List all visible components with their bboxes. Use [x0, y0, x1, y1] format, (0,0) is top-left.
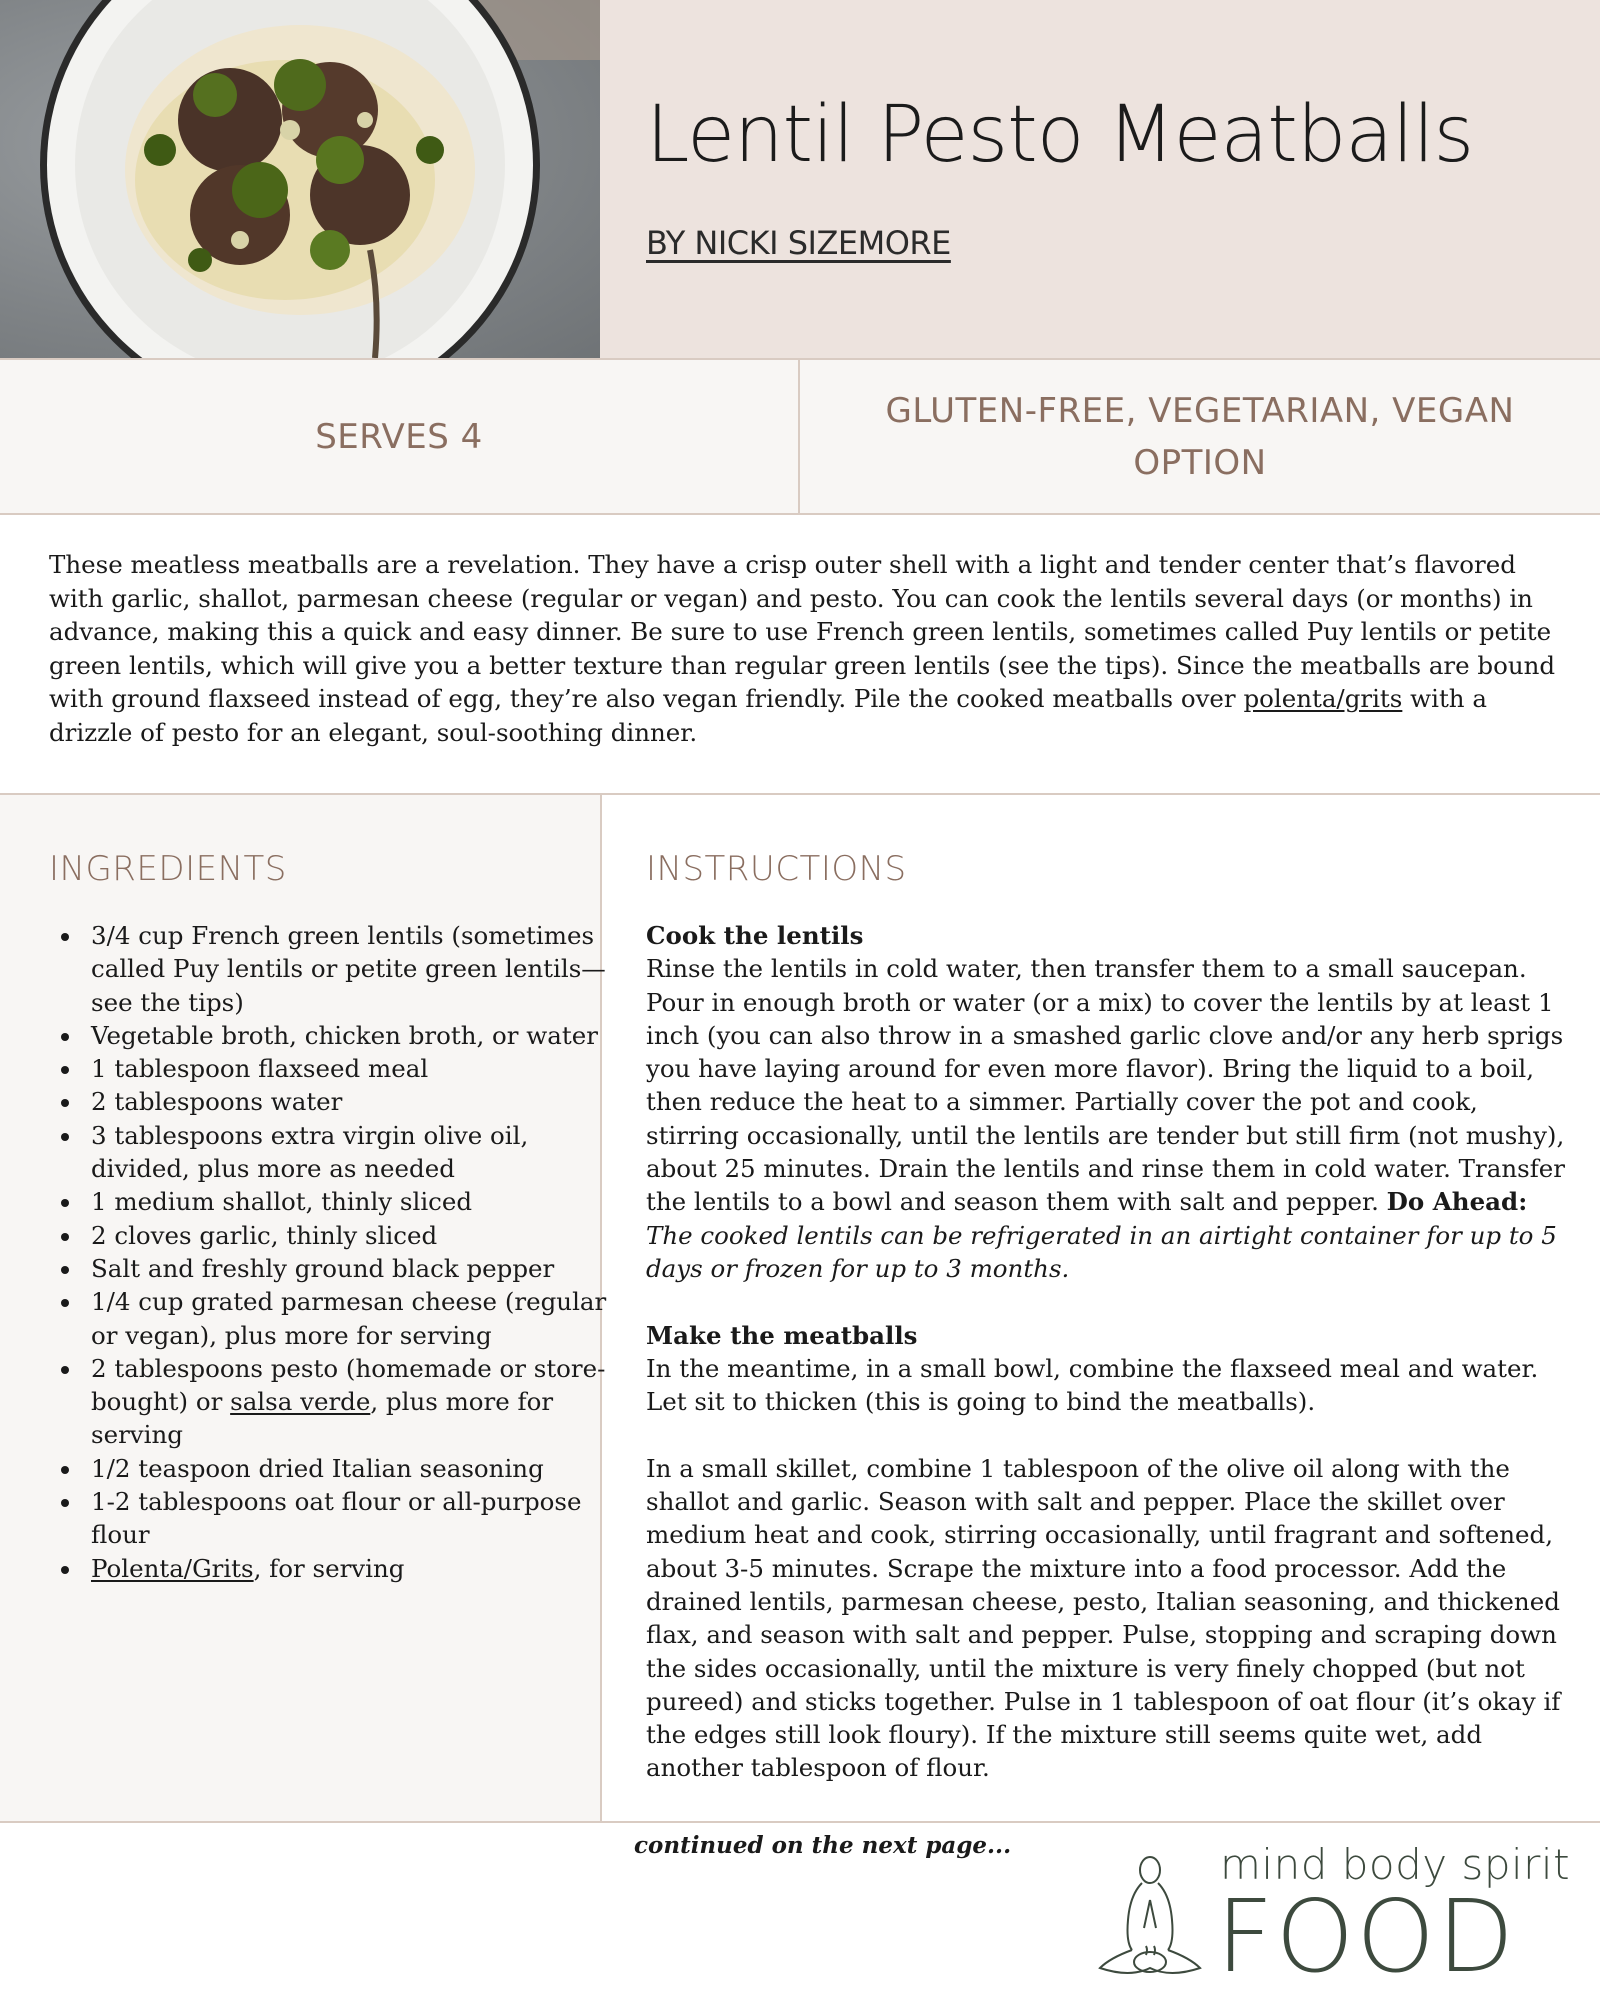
ingredient-item: Vegetable broth, chicken broth, or water [91, 1019, 611, 1052]
recipe-photo [0, 0, 600, 358]
polenta-text-after: , for serving [253, 1553, 405, 1583]
step-title: Cook the lentils [646, 921, 864, 950]
meditating-figure-icon [1090, 1850, 1210, 1990]
ingredient-item-polenta [91, 1552, 611, 1585]
recipe-title: Lentil Pesto Meatballs [646, 90, 1474, 180]
ingredients-column [0, 795, 607, 1821]
intro-text: These meatless meatballs are a revelation. They have a crisp outer shell with a light and tender center that’s flavored with garlic, shallot, parmesan cheese (regular or vegan) and pesto. You can cook the lentils several days (or months) in advance, making this a quick and easy dinner. Be sure to use French green lentils, sometimes called Puy lentils or petite green lentils, which will give you a better texture than regular green lentils (see the tips). Since the meatballs are bound with ground flaxseed instead of egg, they’re also vegan friendly. Pile the cooked meatballs over [49, 550, 1556, 713]
ingredient-item: 1 medium shallot, thinly sliced [91, 1185, 611, 1218]
diet-label: GLUTEN-FREE, VEGETARIAN, VEGAN OPTION [885, 390, 1515, 483]
pesto-text-after: , plus more for serving [91, 1387, 554, 1450]
pesto-text: 2 tablespoons pesto (homemade or store-bought) or [91, 1353, 606, 1417]
ingredient-item: 3 tablespoons extra virgin olive oil, divided, plus more as needed [91, 1119, 611, 1186]
food-photo-meatballs [0, 0, 600, 358]
instructions-heading: INSTRUCTIONS [646, 849, 907, 889]
ingredient-item: 1-2 tablespoons oat flour or all-purpose flour [91, 1485, 611, 1552]
author-link[interactable]: BY NICKI SIZEMORE [646, 224, 951, 262]
step-text: In the meantime, in a small bowl, combine the flaxseed meal and water. Let sit to thicken (this is going to bind the meatballs). [646, 1353, 1539, 1417]
continued-note: continued on the next page... [634, 1832, 1012, 1859]
do-ahead-label: Do Ahead: [1386, 1187, 1528, 1217]
ingredients-heading: INGREDIENTS [49, 849, 287, 889]
ingredient-item-pesto [91, 1352, 611, 1452]
salsa-verde-link[interactable]: salsa verde [230, 1387, 371, 1417]
ingredient-item: 1/2 teaspoon dried Italian seasoning [91, 1452, 611, 1485]
step-make-meatballs-continued [646, 1452, 1566, 1785]
polenta-link[interactable]: Polenta/Grits [91, 1553, 254, 1583]
recipe-intro [49, 548, 1559, 749]
ingredient-item: 3/4 cup French green lentils (sometimes called Puy lentils or petite green lentils—see the tips) [91, 919, 611, 1019]
ingredient-item: 2 tablespoons water [91, 1085, 611, 1118]
step-make-meatballs [646, 1319, 1566, 1419]
serves-label: SERVES 4 [315, 416, 483, 457]
ingredient-item: 1 tablespoon flaxseed meal [91, 1052, 611, 1085]
recipe-info-strip [0, 358, 1600, 515]
step-text: In a small skillet, combine 1 tablespoon of the olive oil along with the shallot and garlic. Season with salt and pepper. Place the skillet over medium heat and cook, stirring occasionally, until fragrant and softened, about 3-5 minutes. Scrape the mixture into a food processor. Add the drained lentils, parmesan cheese, pesto, Italian seasoning, and thickened flax, and season with salt and pepper. Pulse, stopping and scraping down the sides occasionally, until the mixture is very finely chopped (but not pureed) and sticks together. Pulse in 1 tablespoon of oat flour (it’s okay if the edges still look floury). If the mixture still seems quite wet, add another tablespoon of flour. [646, 1453, 1561, 1783]
instructions-column [602, 795, 1600, 1821]
ingredient-item: Salt and freshly ground black pepper [91, 1252, 611, 1285]
recipe-body [0, 793, 1600, 1823]
intro-text-end: with a drizzle of pesto for an elegant, soul-soothing dinner. [49, 684, 1487, 747]
step-cook-lentils [646, 919, 1566, 1285]
ingredients-list [49, 919, 611, 1585]
logo-tagline: mind body spirit [1220, 1840, 1571, 1889]
ingredient-item: 1/4 cup grated parmesan cheese (regular or vegan), plus more for serving [91, 1285, 611, 1352]
ingredient-item: 2 cloves garlic, thinly sliced [91, 1219, 611, 1252]
step-text: Rinse the lentils in cold water, then transfer them to a small saucepan. Pour in enough broth or water (or a mix) to cover the lentils by at least 1 inch (you can also throw in a smashed garlic clove and/or any herb sprigs you have laying around for even more flavor). Bring the liquid to a boil, then reduce the heat to a simmer. Partially cover the pot and cook, stirring occasionally, until the lentils are tender but still firm (not mushy), about 25 minutes. Drain the lentils and rinse them in cold water. Transfer the lentils to a bowl and season them with salt and pepper. [646, 954, 1565, 1217]
title-panel [600, 0, 1600, 358]
brand-logo [1090, 1840, 1571, 1995]
step-title: Make the meatballs [646, 1320, 918, 1350]
logo-wordmark: FOOD [1216, 1878, 1516, 1995]
do-ahead-text: The cooked lentils can be refrigerated in an airtight container for up to 5 days or frozen for up to 3 months. [646, 1220, 1557, 1283]
instructions-body [646, 919, 1566, 1818]
polenta-grits-link[interactable]: polenta/grits [1243, 684, 1403, 713]
